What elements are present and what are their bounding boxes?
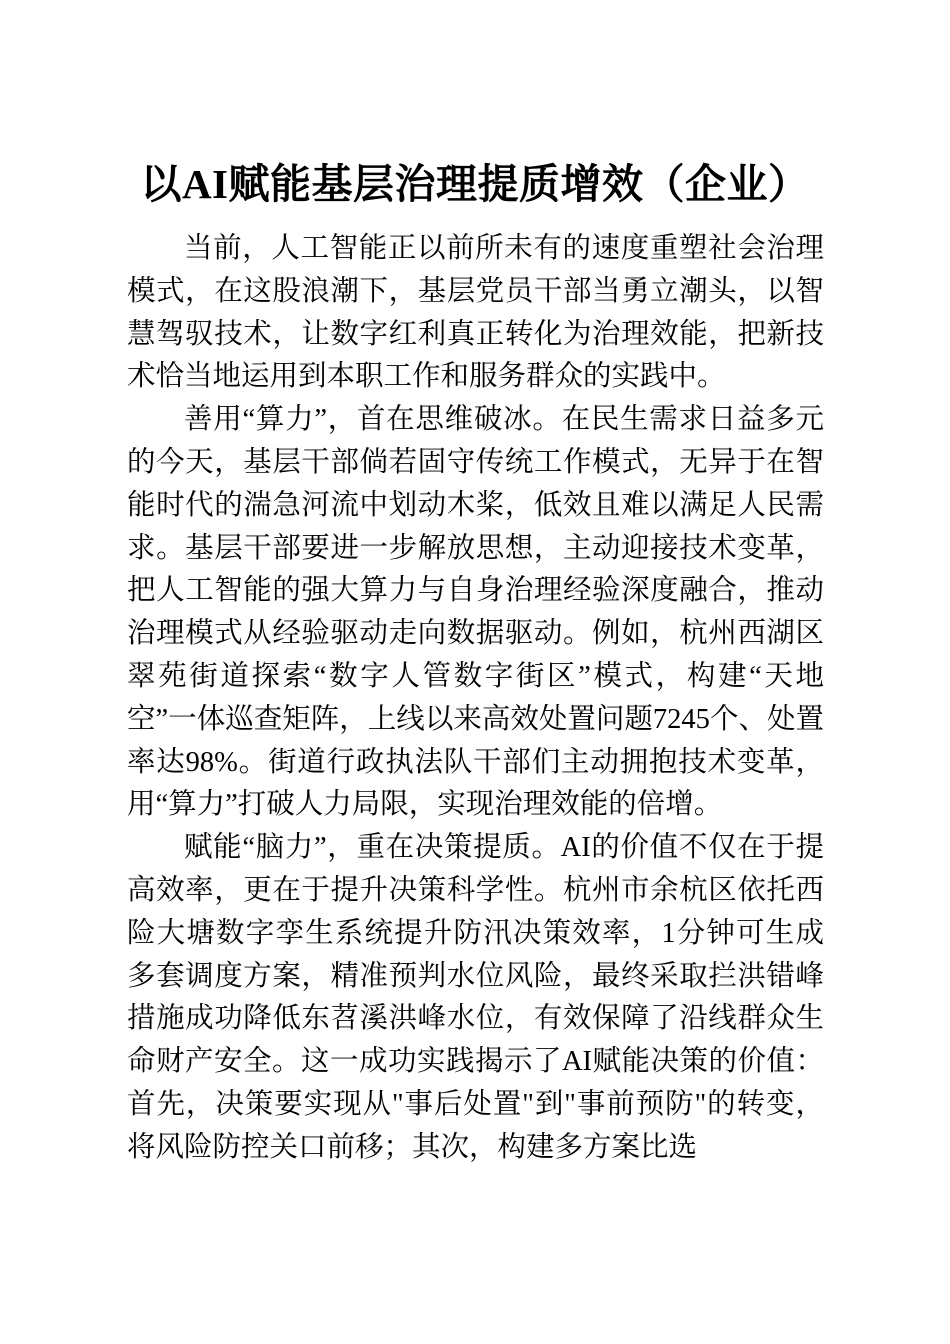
paragraph-computing-power: 善用“算力”，首在思维破冰。在民生需求日益多元的今天，基层干部倘若固守传统工作模式，无异于在智能时代的湍急河流中划动木桨，低效且难以满足人民需求。基层干部要进一步解放思想，主动迎接技术变革，把人工智能的强大算力与自身治理经验深度融合，推动治理模式从经验驱动走向数据驱动。例如，杭州西湖区翠苑街道探索“数字人管数字街区”模式，构建“天地空”一体巡查矩阵，上线以来高效处置问题7245个、处置率达98%。街道行政执法队干部们主动拥抱技术变革，用“算力”打破人力局限，实现治理效能的倍增。 bbox=[127, 404, 824, 821]
paragraph-brain-power: 赋能“脑力”，重在决策提质。AI的价值不仅在于提高效率，更在于提升决策科学性。杭州市余杭区依托西险大塘数字孪生系统提升防汛决策效率，1分钟可生成多套调度方案，精准预判水位风险，最终采取拦洪错峰措施成功降低东苕溪洪峰水位，有效保障了沿线群众生命财产安全。这一成功实践揭示了AI赋能决策的价值：首先，决策要实现从"事后处置"到"事前预防"的转变，将风险防控关口前移；其次，构建多方案比选 bbox=[127, 832, 824, 1163]
page-title: 以AI赋能基层治理提质增效（企业） bbox=[140, 161, 810, 207]
paragraph-intro: 当前，人工智能正以前所未有的速度重塑社会治理模式，在这股浪潮下，基层党员干部当勇立潮头，以智慧驾驭技术，让数字红利真正转化为治理效能，把新技术恰当地运用到本职工作和服务群众的实践中。 bbox=[127, 233, 824, 393]
document-content bbox=[127, 228, 824, 1170]
